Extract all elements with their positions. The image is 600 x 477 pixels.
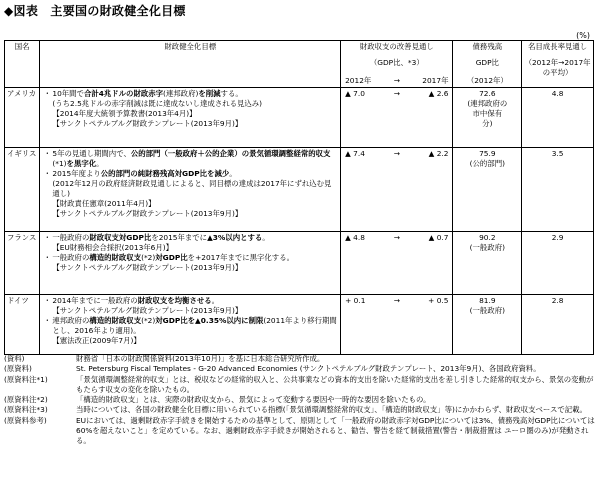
measure-line — [42, 336, 338, 346]
measure-plain: 連邦政府の — [52, 316, 90, 325]
country-name: イギリス — [7, 149, 37, 158]
measure-plain: を+2017年までに黒字化する。 — [187, 253, 294, 262]
note-row — [4, 416, 596, 447]
balance-values — [343, 296, 450, 306]
measure-plain: 5年の見通し期間内で、 — [52, 149, 131, 158]
measure-line — [42, 316, 338, 336]
country-name: ドイツ — [7, 296, 29, 305]
table-row — [5, 148, 594, 232]
measure-bold: 財政収支を均衡させる — [137, 296, 212, 305]
measure-text — [52, 253, 338, 263]
balance-2012: ▲ 7.4 — [345, 149, 365, 158]
note-label: (原資料) — [4, 364, 32, 374]
balance-arrow: → — [393, 89, 400, 98]
measure-plain: 。 — [262, 233, 270, 242]
header-row — [5, 41, 594, 88]
measure-plain: (*2) — [141, 316, 156, 325]
bullet-mark — [42, 99, 52, 109]
measure-text — [52, 109, 338, 119]
measure-bold: 構造的財政収支 — [89, 253, 142, 262]
table-row — [5, 88, 594, 148]
note-text: EUにおいては、過剰財政赤字手続きを開始するための基準として、原則として「一般政府の財政赤字対GDP比については3%、債務残高対GDP比については60%を超えないこと」を定めている。なお、過剰財政赤字手続きが開始されると、勧告、警告を経て制裁措置(警告・制裁措置は ユーロ圏のみ)が発動される。 — [76, 415, 595, 446]
fiscal-targets-table — [4, 40, 594, 355]
note-row — [4, 354, 596, 364]
balance-cell — [341, 148, 453, 232]
measure-plain: 10年間で — [52, 89, 84, 98]
balance-arrow: → — [393, 233, 400, 242]
measure-plain: 【サンクトペテルブルグ財政テンプレート(2013年9月)】 — [52, 306, 243, 315]
note-text: 「景気循環調整経常的収支」とは、税収などの経常的収入と、公共事業などの資本的支出を除いた経常的支出を差し引きした経常的収支から、景気の変動がもたらす収支の変化を除いたもの。 — [76, 374, 594, 394]
measure-text — [52, 209, 338, 219]
measure-text — [52, 119, 338, 129]
measure-bold: ▲3%以内とする — [207, 233, 263, 242]
growth-value: 4.8 — [551, 89, 564, 98]
table-row — [5, 295, 594, 355]
measure-text — [52, 179, 338, 199]
measure-text — [52, 316, 338, 336]
bullet-mark — [42, 109, 52, 119]
bullet-mark — [42, 306, 52, 316]
growth-cell — [522, 295, 594, 355]
measure-plain: 【サンクトペテルブルグ財政テンプレート(2013年9月)】 — [52, 209, 243, 218]
note-text: 当時については、各国の財政健全化目標に用いられている指標(「景気循環調整経常的収支」、「構造的財政収支」等)にかかわらず、財政収支ベースで記載。 — [76, 405, 587, 415]
note-label: (原資料注*1) — [4, 374, 48, 384]
growth-cell — [522, 88, 594, 148]
measure-plain: を2015年までに — [151, 233, 208, 242]
balance-cell — [341, 88, 453, 148]
bullet-mark: ・ — [43, 89, 52, 98]
header-debt: 債務残高 GDP比 （2012年） — [453, 41, 522, 88]
measure-text — [52, 233, 338, 243]
measure-text — [52, 199, 338, 209]
measure-plain: 。 — [211, 296, 220, 305]
measure-plain: 【2014年度大統領予算教書(2013年4月)】 — [52, 109, 197, 118]
header-measures: 財政健全化目標 — [40, 41, 341, 88]
measure-line — [42, 263, 338, 273]
bullet-mark — [42, 119, 52, 129]
header-year-from: 2012年 — [345, 76, 372, 85]
measure-plain: 【EU財務相会合採択(2013年6月)】 — [52, 243, 174, 252]
note-text: 「構造的財政収支」とは、実際の財政収支から、景気によって変動する要因や一時的な要因を除いたもの。 — [76, 395, 431, 405]
balance-values — [343, 89, 450, 99]
bullet-mark — [42, 263, 52, 273]
balance-arrow: → — [393, 296, 400, 305]
balance-2017: + 0.5 — [428, 296, 449, 305]
figure-title: ◆図表 主要国の財政健全化目標 — [4, 4, 186, 18]
measure-text — [52, 149, 338, 169]
measure-bold: 財政収支対GDP比 — [89, 233, 152, 242]
growth-value: 3.5 — [551, 149, 564, 158]
bullet-mark — [42, 209, 52, 219]
header-arrow: → — [393, 76, 400, 85]
balance-2012: + 0.1 — [345, 296, 366, 305]
measure-line — [42, 99, 338, 109]
measure-plain: 一般政府の — [52, 253, 90, 262]
bullet-mark — [42, 199, 52, 209]
measures-cell — [40, 88, 341, 148]
measure-plain: (2011年より移行期間とし、2016年より適用)。 — [52, 316, 337, 335]
note-label: (原資料注*2) — [4, 395, 48, 405]
bullet-mark — [42, 179, 52, 199]
measure-bold: 対GDP比を▲0.35%以内に制限 — [155, 316, 264, 325]
measure-line — [42, 306, 338, 316]
country-name: アメリカ — [7, 89, 37, 98]
country-cell — [5, 295, 40, 355]
bullet-mark: ・ — [43, 169, 52, 178]
balance-2012: ▲ 4.8 — [345, 233, 365, 242]
table-row — [5, 232, 594, 295]
measure-bold: を削減 — [198, 89, 221, 98]
notes-section — [4, 354, 596, 447]
header-year-to: 2017年 — [422, 76, 449, 85]
measure-line — [42, 253, 338, 263]
bullet-mark: ・ — [43, 316, 52, 325]
measure-line — [42, 119, 338, 129]
measure-plain: 一般政府の — [52, 233, 90, 242]
measure-plain: 。 — [96, 159, 104, 168]
measure-text — [52, 296, 338, 306]
measure-bold: を黒字化 — [66, 159, 97, 168]
bullet-mark — [42, 243, 52, 253]
balance-values — [343, 233, 450, 243]
note-text: 財務省「日本の財政関係資料(2013年10月)」を基に日本総合研究所作成。 — [76, 354, 325, 363]
measure-text — [52, 336, 338, 346]
debt-value: 81.9 (一般政府) — [469, 296, 505, 315]
debt-cell — [453, 148, 522, 232]
measure-plain: (*1) — [52, 159, 67, 168]
debt-value: 75.9 (公的部門) — [469, 149, 505, 168]
bullet-mark: ・ — [43, 233, 52, 242]
measure-line — [42, 243, 338, 253]
measure-text — [52, 306, 338, 316]
debt-cell — [453, 232, 522, 295]
measure-plain: (連邦政府) — [163, 89, 199, 98]
measures-cell — [40, 295, 341, 355]
measure-plain: 【サンクトペテルブルグ財政テンプレート(2013年9月)】 — [52, 119, 243, 128]
header-balance: 財政収支の改善見通し （GDP比、*3） 2012年 → 2017年 — [341, 41, 453, 88]
country-cell — [5, 88, 40, 148]
measure-text — [52, 169, 338, 179]
note-row — [4, 405, 596, 415]
note-text: St. Petersburg Fiscal Templates - G-20 Advanced Economies (サンクトペテルブルグ財政テンプレート、2013年9月)、各国政府資料。 — [76, 364, 541, 374]
growth-value: 2.8 — [551, 296, 564, 305]
measure-plain: する。 — [220, 89, 243, 98]
header-country: 国名 — [5, 41, 40, 88]
debt-value: 72.6 (連邦政府の 市中保有 分) — [467, 89, 508, 128]
bullet-mark: ・ — [43, 296, 52, 305]
debt-cell — [453, 295, 522, 355]
measure-line — [42, 169, 338, 179]
bullet-mark: ・ — [43, 149, 52, 158]
growth-cell — [522, 232, 594, 295]
balance-2017: ▲ 0.7 — [428, 233, 449, 242]
measure-text — [52, 263, 338, 273]
measure-plain: 2015年度より — [52, 169, 101, 178]
note-row — [4, 364, 596, 374]
balance-cell — [341, 232, 453, 295]
note-row — [4, 395, 596, 405]
balance-2017: ▲ 2.2 — [428, 149, 449, 158]
growth-value: 2.9 — [551, 233, 564, 242]
measure-bold: 構造的財政収支 — [89, 316, 142, 325]
country-cell — [5, 232, 40, 295]
measure-bold: 公的部門（一般政府＋公的企業）の景気循環調整経常的収支 — [130, 149, 331, 158]
measure-bold: 対GDP比 — [155, 253, 188, 262]
measure-line — [42, 199, 338, 209]
measure-bold: 公的部門の純財務残高対GDP比を減少 — [100, 169, 230, 178]
bullet-mark: ・ — [43, 253, 52, 262]
unit-label: (%) — [576, 31, 590, 40]
debt-value: 90.2 (一般政府) — [469, 233, 505, 252]
measures-cell — [40, 148, 341, 232]
growth-cell — [522, 148, 594, 232]
balance-2012: ▲ 7.0 — [345, 89, 365, 98]
measure-plain: 【財政責任憲章(2011年4月)】 — [52, 199, 156, 208]
measure-plain: (うち2.5兆ドルの赤字削減は既に達成ないし達成される見込み) — [52, 99, 263, 108]
measure-plain: 【サンクトペテルブルグ財政テンプレート(2013年9月)】 — [52, 263, 243, 272]
measure-plain: 【憲法改正(2009年7月)】 — [52, 336, 141, 345]
measure-plain: 。 — [229, 169, 237, 178]
measure-plain: (*2) — [141, 253, 156, 262]
balance-cell — [341, 295, 453, 355]
note-label: (原資料参考) — [4, 415, 47, 425]
measure-plain: (2012年12月の政府経済財政見通しによると、同目標の達成は2017年にずれ込む見通し) — [52, 179, 332, 198]
note-row — [4, 375, 596, 396]
debt-cell — [453, 88, 522, 148]
measure-line — [42, 179, 338, 199]
measure-text — [52, 243, 338, 253]
measure-line — [42, 109, 338, 119]
bullet-mark — [42, 336, 52, 346]
header-growth: 名目成長率見通し （2012年→2017年の平均） — [522, 41, 594, 88]
country-name: フランス — [7, 233, 37, 242]
measure-line — [42, 209, 338, 219]
measure-text — [52, 99, 338, 109]
balance-2017: ▲ 2.6 — [428, 89, 449, 98]
measure-bold: 合計4兆ドルの財政赤字 — [83, 89, 164, 98]
country-cell — [5, 148, 40, 232]
measure-line — [42, 149, 338, 169]
measures-cell — [40, 232, 341, 295]
measure-line — [42, 89, 338, 99]
note-label: (資料) — [4, 354, 25, 363]
measure-line — [42, 233, 338, 243]
balance-arrow: → — [393, 149, 400, 158]
note-label: (原資料注*3) — [4, 405, 48, 415]
measure-line — [42, 296, 338, 306]
measure-text — [52, 89, 338, 99]
measure-plain: 2014年までに一般政府の — [52, 296, 138, 305]
balance-values — [343, 149, 450, 159]
